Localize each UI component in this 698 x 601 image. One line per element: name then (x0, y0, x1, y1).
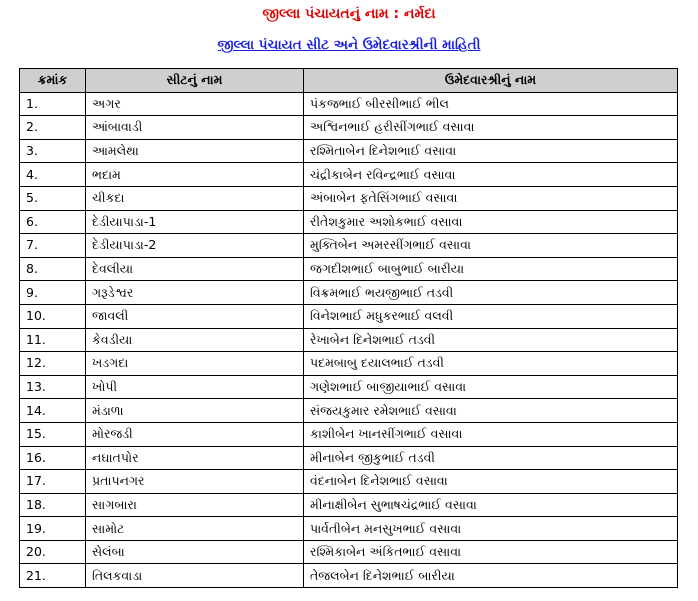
table-row (20, 139, 678, 163)
table-row (20, 116, 678, 140)
column-header-serial: ક્રમાંક (20, 69, 86, 93)
table-row (20, 564, 678, 588)
candidate-name-cell: પદમબાબુ દયાલભાઈ તડવી (304, 352, 678, 376)
seat-name-cell: કેવડીયા (86, 328, 304, 352)
seat-name-cell: અગર (86, 92, 304, 116)
table-row (20, 234, 678, 258)
column-header-candidate-name: ઉમેદવારશ્રીનું નામ (304, 69, 678, 93)
candidate-name-cell: પંકજભાઈ બીરસીભાઈ ભીલ (304, 92, 678, 116)
seat-name-cell: ચીકદા (86, 186, 304, 210)
candidate-name-cell: જગદીશભાઈ બાબુભાઈ બારીયા (304, 257, 678, 281)
candidate-name-cell: સંજયકુમાર રમેશભાઈ વસાવા (304, 399, 678, 423)
table-row (20, 210, 678, 234)
seat-name-cell: દેવલીયા (86, 257, 304, 281)
candidate-name-cell: અશ્વિનભાઈ હરીસીંગભાઈ વસાવા (304, 116, 678, 140)
candidate-name-cell: રશ્મિતાબેન દિનેશભાઈ વસાવા (304, 139, 678, 163)
seat-name-cell: દેડીયાપાડા-1 (86, 210, 304, 234)
seat-name-cell: સામોટ (86, 517, 304, 541)
candidate-name-cell: અંબાબેન ફતેસિંગભાઈ વસાવા (304, 186, 678, 210)
candidate-name-cell: વિક્રમભાઈ ભયજીભાઈ તડવી (304, 281, 678, 305)
table-row (20, 375, 678, 399)
serial-cell: 21. (20, 564, 86, 588)
candidate-name-cell: ગણેશભાઈ બાજીયાભાઈ વસાવા (304, 375, 678, 399)
serial-cell: 5. (20, 186, 86, 210)
serial-cell: 7. (20, 234, 86, 258)
page-subtitle: જીલ્લા પંચાયત સીટ અને ઉમેદવારશ્રીની માહિતી (217, 37, 481, 53)
serial-cell: 11. (20, 328, 86, 352)
table-row (20, 540, 678, 564)
seat-name-cell: જાવલી (86, 304, 304, 328)
table-row (20, 470, 678, 494)
serial-cell: 17. (20, 470, 86, 494)
seat-name-cell: આંબાવાડી (86, 116, 304, 140)
candidate-name-cell: વિનેશભાઈ મધુકરભાઈ વલવી (304, 304, 678, 328)
seat-name-cell: તિલકવાડા (86, 564, 304, 588)
table-row (20, 352, 678, 376)
candidate-name-cell: તેજલબેન દિનેશભાઈ બારીયા (304, 564, 678, 588)
serial-cell: 10. (20, 304, 86, 328)
table-row (20, 422, 678, 446)
seat-name-cell: ગરૂડેશ્વર (86, 281, 304, 305)
serial-cell: 12. (20, 352, 86, 376)
table-row (20, 281, 678, 305)
seat-candidate-table (19, 68, 678, 588)
serial-cell: 18. (20, 493, 86, 517)
table-row (20, 328, 678, 352)
seat-name-cell: દેડીયાપાડા-2 (86, 234, 304, 258)
seat-name-cell: ભદામ (86, 163, 304, 187)
table-header-row (20, 69, 678, 93)
table-row (20, 186, 678, 210)
serial-cell: 15. (20, 422, 86, 446)
candidate-name-cell: રેખાબેન દિનેશભાઈ તડવી (304, 328, 678, 352)
table-row (20, 446, 678, 470)
serial-cell: 6. (20, 210, 86, 234)
serial-cell: 4. (20, 163, 86, 187)
seat-name-cell: નઘાતપોર (86, 446, 304, 470)
seat-name-cell: મોરજડી (86, 422, 304, 446)
candidate-name-cell: રશ્મિકાબેન અંકિતભાઈ વસાવા (304, 540, 678, 564)
table-row (20, 92, 678, 116)
serial-cell: 8. (20, 257, 86, 281)
serial-cell: 2. (20, 116, 86, 140)
seat-name-cell: આમલેથા (86, 139, 304, 163)
candidate-name-cell: મુક્તિબેન અમરસીંગભાઈ વસાવા (304, 234, 678, 258)
seat-name-cell: સાગબારા (86, 493, 304, 517)
seat-name-cell: પ્રતાપનગર (86, 470, 304, 494)
candidate-name-cell: કાશીબેન ખાનસીંગભાઈ વસાવા (304, 422, 678, 446)
seat-name-cell: ખડગદા (86, 352, 304, 376)
serial-cell: 19. (20, 517, 86, 541)
table-row (20, 257, 678, 281)
table-row (20, 493, 678, 517)
candidate-name-cell: પાર્વતીબેન મનસુખભાઈ વસાવા (304, 517, 678, 541)
seat-name-cell: સેલંબા (86, 540, 304, 564)
seat-name-cell: ખોપી (86, 375, 304, 399)
candidate-name-cell: ચંદ્રીકાબેન રવિન્દ્રભાઈ વસાવા (304, 163, 678, 187)
column-header-seat-name: સીટનું નામ (86, 69, 304, 93)
table-row (20, 304, 678, 328)
serial-cell: 3. (20, 139, 86, 163)
candidate-name-cell: મીનાક્ષીબેન સુભાષચંદ્રભાઈ વસાવા (304, 493, 678, 517)
seat-name-cell: મંડાળા (86, 399, 304, 423)
candidate-name-cell: વંદનાબેન દિનેશભાઈ વસાવા (304, 470, 678, 494)
table-row (20, 399, 678, 423)
serial-cell: 14. (20, 399, 86, 423)
serial-cell: 13. (20, 375, 86, 399)
candidate-name-cell: રીતેશકુમાર અશોકભાઈ વસાવા (304, 210, 678, 234)
serial-cell: 16. (20, 446, 86, 470)
table-row (20, 517, 678, 541)
serial-cell: 9. (20, 281, 86, 305)
table-body (20, 92, 678, 587)
serial-cell: 20. (20, 540, 86, 564)
page-title: જીલ્લા પંચાયતનું નામ : નર્મદા (262, 6, 436, 22)
serial-cell: 1. (20, 92, 86, 116)
table-row (20, 163, 678, 187)
candidate-name-cell: મીનાબેન જીકુભાઈ તડવી (304, 446, 678, 470)
